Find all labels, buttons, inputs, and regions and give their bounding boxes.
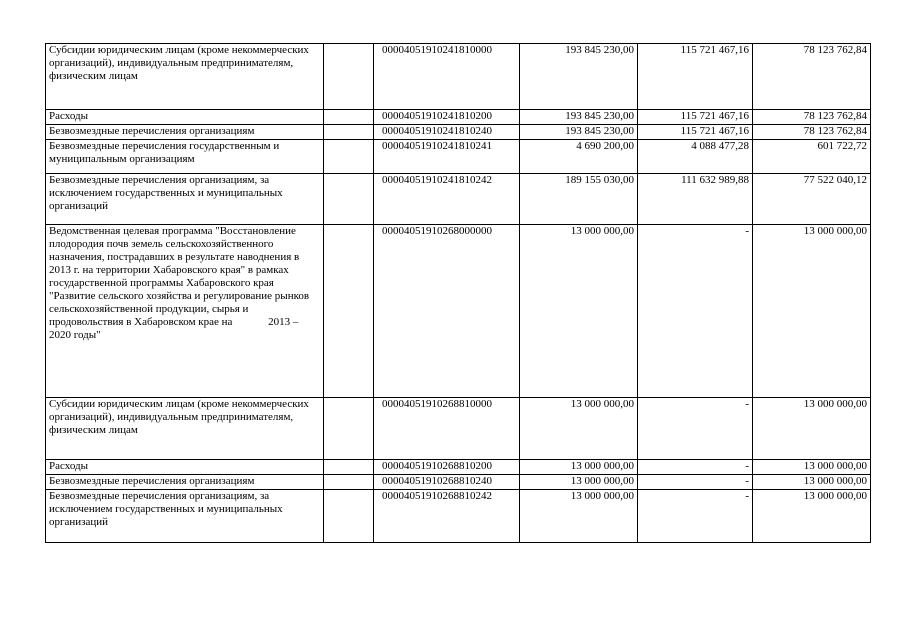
table-row xyxy=(46,398,871,460)
row-remaining-amount: 77 522 040,12 xyxy=(753,174,871,225)
row-executed-amount: - xyxy=(638,460,753,475)
row-plan-amount: 13 000 000,00 xyxy=(520,475,638,490)
row-plan-amount: 4 690 200,00 xyxy=(520,140,638,174)
row-remaining-amount: 13 000 000,00 xyxy=(753,490,871,543)
row-name: Расходы xyxy=(46,110,324,125)
table-row xyxy=(46,140,871,174)
row-remaining-amount: 78 123 762,84 xyxy=(753,110,871,125)
blank-cell xyxy=(324,398,374,460)
row-executed-amount: 111 632 989,88 xyxy=(638,174,753,225)
row-remaining-amount: 78 123 762,84 xyxy=(753,44,871,110)
blank-cell xyxy=(324,174,374,225)
row-executed-amount: - xyxy=(638,225,753,398)
row-name: Безвозмездные перечисления организациям, за исключением государственных и муниципальных организаций xyxy=(46,174,324,225)
blank-cell xyxy=(324,110,374,125)
row-remaining-amount: 601 722,72 xyxy=(753,140,871,174)
row-plan-amount: 13 000 000,00 xyxy=(520,460,638,475)
table-row xyxy=(46,125,871,140)
row-name: Безвозмездные перечисления организациям, за исключением государственных и муниципальных организаций xyxy=(46,490,324,543)
table-row xyxy=(46,174,871,225)
row-name: Безвозмездные перечисления государственным и муниципальным организациям xyxy=(46,140,324,174)
row-plan-amount: 13 000 000,00 xyxy=(520,490,638,543)
row-code: 00004051910241810242 xyxy=(374,174,520,225)
row-plan-amount: 193 845 230,00 xyxy=(520,125,638,140)
row-executed-amount: - xyxy=(638,398,753,460)
table-row xyxy=(46,460,871,475)
blank-cell xyxy=(324,225,374,398)
row-plan-amount: 193 845 230,00 xyxy=(520,110,638,125)
table-row xyxy=(46,44,871,110)
row-code: 00004051910268810242 xyxy=(374,490,520,543)
row-executed-amount: - xyxy=(638,490,753,543)
blank-cell xyxy=(324,475,374,490)
row-code: 00004051910241810240 xyxy=(374,125,520,140)
row-remaining-amount: 13 000 000,00 xyxy=(753,460,871,475)
blank-cell xyxy=(324,460,374,475)
blank-cell xyxy=(324,125,374,140)
row-plan-amount: 193 845 230,00 xyxy=(520,44,638,110)
row-executed-amount: - xyxy=(638,475,753,490)
row-plan-amount: 13 000 000,00 xyxy=(520,225,638,398)
table-row xyxy=(46,490,871,543)
row-remaining-amount: 13 000 000,00 xyxy=(753,398,871,460)
row-plan-amount: 13 000 000,00 xyxy=(520,398,638,460)
row-name: Субсидии юридическим лицам (кроме некоммерческих организаций), индивидуальным предпринимателям, физическим лицам xyxy=(46,44,324,110)
row-executed-amount: 4 088 477,28 xyxy=(638,140,753,174)
table-row xyxy=(46,225,871,398)
table-row xyxy=(46,475,871,490)
row-remaining-amount: 13 000 000,00 xyxy=(753,225,871,398)
row-code: 00004051910241810000 xyxy=(374,44,520,110)
row-executed-amount: 115 721 467,16 xyxy=(638,125,753,140)
budget-execution-table xyxy=(45,43,871,543)
blank-cell xyxy=(324,140,374,174)
row-code: 00004051910268810200 xyxy=(374,460,520,475)
row-executed-amount: 115 721 467,16 xyxy=(638,110,753,125)
row-code: 00004051910268810240 xyxy=(374,475,520,490)
budget-table-sheet xyxy=(45,43,871,543)
row-remaining-amount: 13 000 000,00 xyxy=(753,475,871,490)
row-code: 00004051910241810241 xyxy=(374,140,520,174)
blank-cell xyxy=(324,490,374,543)
row-code: 00004051910268810000 xyxy=(374,398,520,460)
row-executed-amount: 115 721 467,16 xyxy=(638,44,753,110)
row-code: 00004051910241810200 xyxy=(374,110,520,125)
row-name: Расходы xyxy=(46,460,324,475)
row-remaining-amount: 78 123 762,84 xyxy=(753,125,871,140)
table-row xyxy=(46,110,871,125)
row-name: Субсидии юридическим лицам (кроме некоммерческих организаций), индивидуальным предпринимателям, физическим лицам xyxy=(46,398,324,460)
blank-cell xyxy=(324,44,374,110)
row-code: 00004051910268000000 xyxy=(374,225,520,398)
row-name: Ведомственная целевая программа "Восстановление плодородия почв земель сельскохозяйственного назначения, пострадавших в результате наводнения в 2013 г. на территории Хабаровского края" в рамках государственной программы Хабаровского края "Развитие сельского хозяйства и регулирование рынков сельскохозяйственной продукции, сырья и продовольствия в Хабаровском крае на 2013 – 2020 годы" xyxy=(46,225,324,398)
row-plan-amount: 189 155 030,00 xyxy=(520,174,638,225)
row-name: Безвозмездные перечисления организациям xyxy=(46,125,324,140)
row-name: Безвозмездные перечисления организациям xyxy=(46,475,324,490)
